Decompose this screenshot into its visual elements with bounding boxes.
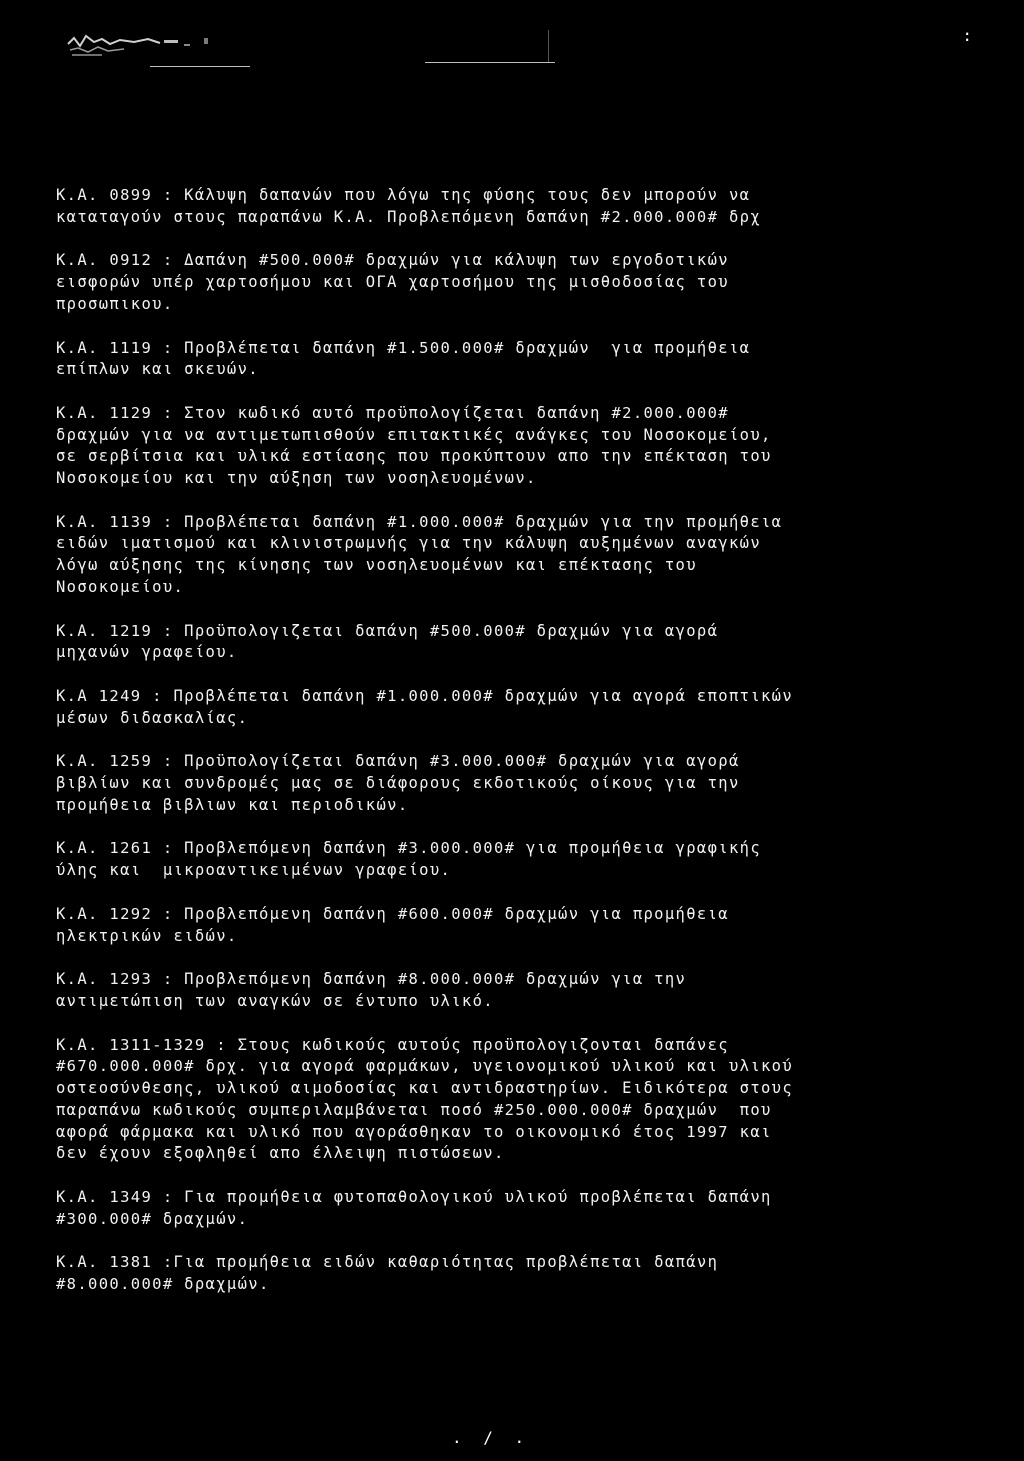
- budget-entry: [56, 403, 956, 490]
- entry-line: καταταγούν στους παραπάνω Κ.Α. Προβλεπόμενη δαπάνη #2.000.000# δρχ: [56, 207, 761, 226]
- scan-rule-left: [150, 66, 250, 67]
- entry-line: Κ.Α. 1219 : Προϋπολογιζεται δαπάνη #500.000# δραχμών για αγορά: [56, 621, 719, 640]
- page-marker: . / .: [452, 1428, 531, 1447]
- entry-line: Κ.Α. 0899 : Κάλυψη δαπανών που λόγω της φύσης τους δεν μπορούν να: [56, 186, 751, 204]
- entry-line: προμήθεια βιβλιων και περιοδικών.: [56, 795, 409, 814]
- entry-line: δραχμών για να αντιμετωπισθούν επιτακτικές ανάγκες του Νοσοκομείου,: [56, 425, 772, 444]
- entry-line: οστεοσύνθεσης, υλικού αιμοδοσίας και αντιδραστηρίων. Ειδικότερα στους: [56, 1079, 794, 1098]
- entry-line: λόγω αύξησης της κίνησης των νοσηλευομένων και επέκτασης του: [56, 556, 697, 575]
- entry-line: μηχανών γραφείου.: [56, 643, 238, 662]
- entry-line: Κ.Α. 0912 : Δαπάνη #500.000# δραχμών για κάλυψη των εργοδοτικών: [56, 251, 729, 270]
- scan-header: [0, 0, 1024, 80]
- scan-smudge-icon: [64, 30, 244, 58]
- entry-line: μέσων διδασκαλίας.: [56, 708, 249, 727]
- entry-line: αφορά φάρμακα και υλικό που αγοράσθηκαν το οικονομικό έτος 1997 και: [56, 1122, 772, 1141]
- budget-entry: [56, 1187, 956, 1230]
- entry-line: #300.000# δραχμών.: [56, 1209, 249, 1228]
- entry-line: βιβλίων και συνδρομές μας σε διάφορους εκδοτικούς οίκους για την: [56, 774, 740, 793]
- entry-line: ειδών ιματισμού και κλινιστρωμνής για την κάλυψη αυξημένων αναγκών: [56, 534, 761, 553]
- entry-line: #670.000.000# δρχ. για αγορά φαρμάκων, υγειονομικού υλικού και υλικού: [56, 1057, 794, 1076]
- budget-entry: [56, 969, 956, 1012]
- entry-line: προσωπικου.: [56, 294, 174, 313]
- budget-notes: [56, 185, 956, 1318]
- entry-line: #8.000.000# δραχμών.: [56, 1275, 270, 1294]
- budget-entry: [56, 686, 956, 729]
- entry-line: ύλης και μικροαντικειμένων γραφείου.: [56, 861, 452, 880]
- budget-entry: [56, 1035, 956, 1165]
- budget-entry: [56, 185, 956, 228]
- entry-line: Νοσοκομείου.: [56, 577, 185, 596]
- entry-line: παραπάνω κωδικούς συμπεριλαμβάνεται ποσό #250.000.000# δραχμών που: [56, 1100, 772, 1119]
- entry-line: Κ.Α. 1349 : Για προμήθεια φυτοπαθολογικού υλικού προβλέπεται δαπάνη: [56, 1187, 772, 1206]
- entry-line: Κ.Α. 1293 : Προβλεπόμενη δαπάνη #8.000.000# δραχμών για την: [56, 970, 687, 989]
- entry-line: Κ.Α. 1292 : Προβλεπόμενη δαπάνη #600.000# δραχμών για προμήθεια: [56, 904, 729, 923]
- scan-rule-vertical: [548, 30, 549, 62]
- entry-line: εισφορών υπέρ χαρτοσήμου και ΟΓΑ χαρτοσήμου της μισθοδοσίας του: [56, 273, 729, 292]
- entry-line: Κ.Α. 1381 :Για προμήθεια ειδών καθαριότητας προβλέπεται δαπάνη: [56, 1253, 719, 1272]
- entry-line: δεν έχουν εξοφληθεί απο έλλειψη πιστώσεων.: [56, 1144, 505, 1163]
- entry-line: αντιμετώπιση των αναγκών σε έντυπο υλικό.: [56, 991, 494, 1010]
- budget-entry: [56, 904, 956, 947]
- entry-line: Κ.Α. 1119 : Προβλέπεται δαπάνη #1.500.000# δραχμών για προμήθεια: [56, 338, 751, 357]
- entry-line: Κ.Α. 1139 : Προβλέπεται δαπάνη #1.000.000# δραχμών για την προμήθεια: [56, 512, 783, 531]
- budget-entry: [56, 512, 956, 599]
- entry-line: σε σερβίτσια και υλικά εστίασης που προκύπτουν απο την επέκταση του: [56, 447, 772, 466]
- entry-line: ηλεκτρικών ειδών.: [56, 926, 238, 945]
- budget-entry: [56, 338, 956, 381]
- scan-rule-right: [425, 62, 555, 63]
- budget-entry: [56, 250, 956, 315]
- entry-line: Κ.Α. 1261 : Προβλεπόμενη δαπάνη #3.000.000# για προμήθεια γραφικής: [56, 839, 761, 858]
- corner-mark: :: [962, 26, 972, 45]
- entry-line: Κ.Α. 1311-1329 : Στους κωδικούς αυτούς προϋπολογιζονται δαπάνες: [56, 1035, 729, 1054]
- entry-line: επίπλων και σκευών.: [56, 360, 259, 379]
- entry-line: Κ.Α. 1259 : Προϋπολογίζεται δαπάνη #3.000.000# δραχμών για αγορά: [56, 752, 740, 771]
- entry-line: Νοσοκομείου και την αύξηση των νοσηλευομένων.: [56, 469, 537, 488]
- budget-entry: [56, 751, 956, 816]
- budget-entry: [56, 621, 956, 664]
- entry-line: Κ.Α. 1129 : Στον κωδικό αυτό προϋπολογίζεται δαπάνη #2.000.000#: [56, 403, 729, 422]
- entry-line: Κ.Α 1249 : Προβλέπεται δαπάνη #1.000.000# δραχμών για αγορά εποπτικών: [56, 686, 794, 705]
- budget-entry: [56, 1252, 956, 1295]
- budget-entry: [56, 838, 956, 881]
